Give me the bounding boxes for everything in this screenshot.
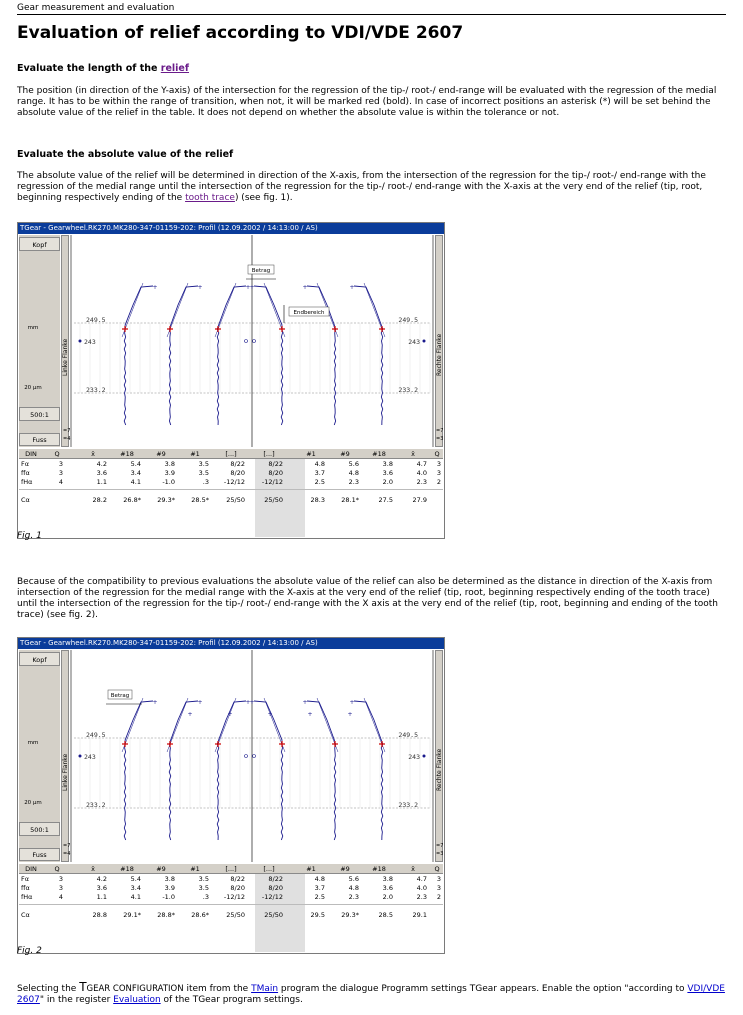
table-cell: 1.1	[96, 893, 107, 901]
svg-text:+: +	[349, 699, 355, 706]
ca-cell: 28.6*	[191, 911, 209, 919]
profile-trace	[122, 283, 158, 425]
profile-trace	[167, 283, 203, 425]
y-mid-right: 243	[408, 753, 420, 761]
row-label: fHα	[21, 478, 33, 486]
table-cell: 3.5	[198, 875, 209, 883]
betrag-label: Betrag	[110, 693, 130, 699]
left-z4: =4	[63, 851, 71, 857]
footer-text-5: of the TGear program settings.	[160, 995, 303, 1005]
table-header-cell: #1	[190, 450, 200, 458]
table-cell: 3.5	[198, 469, 209, 477]
table-cell: 4.2	[96, 460, 107, 468]
svg-text:+: +	[152, 284, 158, 291]
profile-trace	[349, 698, 385, 840]
q-left-cell: 3	[58, 469, 63, 477]
tmain-link[interactable]: TMain	[251, 984, 279, 994]
table-cell: 8/22	[268, 875, 283, 883]
table-header-cell: Q	[434, 865, 440, 873]
svg-text:+: +	[249, 284, 255, 291]
ca-cell: 28.8*	[157, 911, 175, 919]
right-flank-label: Rechte Flanke	[436, 748, 443, 791]
left-flank-strip	[61, 235, 69, 447]
table-cell: 3.8	[164, 460, 175, 468]
q-right-cell: 2	[436, 478, 441, 486]
svg-text:+: +	[245, 699, 251, 706]
table-header-cell: #9	[340, 865, 350, 873]
table-cell: -12/12	[223, 893, 245, 901]
table-cell: -1.0	[162, 893, 175, 901]
para-text-end: ) (see fig. 1).	[234, 193, 293, 203]
svg-text:+: +	[245, 284, 251, 291]
y-bot-right: 233.2	[398, 386, 418, 394]
table-cell: 3.4	[130, 469, 141, 477]
page-title: Evaluation of relief according to VDI/VDE 2607	[17, 23, 464, 43]
table-header-cell: x̄	[411, 865, 415, 873]
ca-cell: 28.5	[378, 911, 393, 919]
table-cell: 8/22	[268, 460, 283, 468]
vdi-link[interactable]: VDI/VDE 2607	[17, 984, 725, 1005]
footer-paragraph	[17, 982, 729, 1006]
row-label: Fα	[21, 460, 30, 468]
y-top-right: 249.5	[398, 316, 418, 324]
table-header-cell: #1	[306, 865, 316, 873]
ca-cell: 29.3*	[157, 496, 175, 504]
row-label: Cα	[21, 496, 30, 504]
fuss-label[interactable]: Fuss	[19, 848, 60, 861]
table-cell: 2.3	[348, 893, 359, 901]
table-header-cell: [...]	[263, 450, 275, 458]
footer-text-4: " in the register	[39, 995, 114, 1005]
fuss-label[interactable]: Fuss	[19, 433, 60, 446]
y-bot-left: 233.2	[86, 801, 106, 809]
heading-text: Evaluate the length of the	[17, 63, 161, 74]
svg-text:+: +	[187, 711, 193, 718]
table-cell: 5.6	[348, 875, 359, 883]
right-z7: =7	[436, 843, 444, 849]
row-label: Cα	[21, 911, 30, 919]
right-flank-strip	[435, 235, 443, 447]
table-cell: 4.0	[416, 469, 427, 477]
para-text: The absolute value of the relief will be determined in direction of the X-axis, from the intersection of the regression for the tip-/ root-/ end-range with the regression of the medial range until the intersection of the regression for the tip-/ root-/ end-range with the X-axis at the very end of the relief (tip, root, beginning respectively ending of the	[17, 171, 706, 203]
q-left-cell: 3	[58, 875, 63, 883]
table-cell: 3.9	[164, 884, 175, 892]
table-cell: 3.6	[382, 884, 393, 892]
y-mid-left: 243	[84, 753, 96, 761]
table-header-cell: Q	[54, 450, 60, 458]
ca-cell: 28.5*	[191, 496, 209, 504]
table-divider	[19, 489, 443, 490]
table-cell: 2.5	[314, 893, 325, 901]
table-cell: 8/20	[268, 884, 283, 892]
endbereich-label: Endbereich	[293, 310, 325, 316]
q-left-cell: 3	[58, 460, 63, 468]
unit-mm: mm	[27, 740, 39, 746]
kopf-label[interactable]: Kopf	[19, 237, 60, 251]
svg-text:+: +	[152, 699, 158, 706]
tooth-trace-link[interactable]: tooth trace	[185, 193, 235, 203]
results-table	[19, 449, 443, 537]
table-cell: 8/22	[230, 460, 245, 468]
para-compatibility: Because of the compatibility to previous evaluations the absolute value of the relief can also be determined as the distance in direction of the X-axis from intersection of the regression for the medial range with the X-axis at the very end of the relief (tip, root, beginning respectively ending of the tooth trace) until the intersection of the regression for the tip-/ root-/ end-range with the X axis at the very end of the relief (tip, root, beginning and ending of the tooth trace) (see fig. 2).	[17, 577, 718, 620]
left-z4: =4	[63, 436, 71, 442]
q-left-cell: 4	[58, 893, 63, 901]
table-cell: 8/20	[230, 469, 245, 477]
table-cell: -1.0	[162, 478, 175, 486]
figure-2	[17, 637, 445, 954]
y-mid-right: 243	[408, 338, 420, 346]
table-divider	[19, 904, 443, 905]
y-top-right: 249.5	[398, 731, 418, 739]
q-left-cell: 3	[58, 884, 63, 892]
svg-text:+: +	[197, 699, 203, 706]
right-flank-strip	[435, 650, 443, 862]
table-cell: 2.0	[382, 893, 393, 901]
table-cell: 3.4	[130, 884, 141, 892]
table-cell: 3.7	[314, 469, 325, 477]
y-top-left: 249.5	[86, 731, 106, 739]
table-cell: 8/22	[230, 875, 245, 883]
left-flank-strip	[61, 650, 69, 862]
ca-cell: 28.8	[92, 911, 107, 919]
table-cell: 5.4	[130, 460, 141, 468]
row-label: fHα	[21, 893, 33, 901]
kopf-label[interactable]: Kopf	[19, 652, 60, 666]
table-cell: 5.6	[348, 460, 359, 468]
ca-cell: 25/50	[264, 911, 283, 919]
figure-2-caption: Fig. 2	[17, 946, 42, 956]
svg-text:+: +	[349, 284, 355, 291]
row-label: Fα	[21, 875, 30, 883]
unit-mm: mm	[27, 325, 39, 331]
right-z3: =3	[436, 851, 444, 857]
table-cell: 4.0	[416, 884, 427, 892]
ca-cell: 25/50	[226, 911, 245, 919]
tgear-initial: T	[79, 980, 87, 994]
profile-trace	[167, 698, 203, 840]
svg-text:+: +	[347, 711, 353, 718]
table-header-cell: Q	[54, 865, 60, 873]
ca-cell: 29.3*	[341, 911, 359, 919]
evaluation-link[interactable]: Evaluation	[113, 995, 161, 1005]
table-cell: .3	[202, 893, 209, 901]
table-cell: 3.6	[96, 884, 107, 892]
svg-text:+: +	[197, 284, 203, 291]
ca-cell: 29.5	[310, 911, 325, 919]
profile-plot	[70, 650, 434, 862]
table-cell: 8/20	[268, 469, 283, 477]
table-cell: 4.8	[348, 884, 359, 892]
ca-cell: 29.1	[412, 911, 427, 919]
ca-cell: 26.8*	[123, 496, 141, 504]
profile-trace	[215, 283, 251, 425]
profile-trace	[215, 698, 251, 840]
svg-text:+: +	[302, 699, 308, 706]
table-header-cell: x̄	[411, 450, 415, 458]
ca-cell: 25/50	[264, 496, 283, 504]
figure-1	[17, 222, 445, 539]
table-cell: 4.7	[416, 460, 427, 468]
table-header-cell: #1	[190, 865, 200, 873]
svg-text:+: +	[267, 711, 273, 718]
table-cell: 4.8	[314, 875, 325, 883]
table-cell: 3.8	[382, 875, 393, 883]
svg-text:+: +	[307, 711, 313, 718]
ca-cell: 28.3	[310, 496, 325, 504]
table-header-cell: #9	[340, 450, 350, 458]
q-right-cell: 3	[436, 875, 441, 883]
q-right-cell: 2	[436, 893, 441, 901]
q-right-cell: 3	[436, 460, 441, 468]
ca-cell: 28.1*	[341, 496, 359, 504]
profile-trace	[122, 698, 158, 840]
y-mid-left: 243	[84, 338, 96, 346]
table-header-cell: #9	[156, 865, 166, 873]
table-header-cell: #18	[372, 450, 386, 458]
profile-trace	[249, 698, 285, 840]
profile-plot	[70, 235, 434, 447]
footer-text: Selecting the	[17, 984, 80, 994]
table-header-cell: x̄	[91, 450, 95, 458]
tgear-rest: GEAR	[86, 984, 111, 994]
table-cell: 3.7	[314, 884, 325, 892]
table-cell: 8/20	[230, 884, 245, 892]
left-z7: =7	[63, 428, 71, 434]
y-bot-left: 233.2	[86, 386, 106, 394]
table-header-cell: #18	[120, 865, 134, 873]
q-right-cell: 3	[436, 469, 441, 477]
table-cell: -12/12	[261, 478, 283, 486]
relief-link[interactable]: relief	[160, 63, 189, 74]
q-left-cell: 4	[58, 478, 63, 486]
results-table	[19, 864, 443, 952]
profile-trace	[302, 283, 338, 425]
table-header-cell: #18	[372, 865, 386, 873]
table-cell: 4.1	[130, 893, 141, 901]
table-header-cell: #1	[306, 450, 316, 458]
table-header-row	[19, 864, 443, 874]
footer-text-2: item from the	[183, 984, 252, 994]
table-cell: 2.0	[382, 478, 393, 486]
table-cell: -12/12	[261, 893, 283, 901]
betrag-label: Betrag	[251, 268, 271, 274]
section-heading-absolute: Evaluate the absolute value of the relief	[17, 149, 234, 160]
table-cell: 2.3	[348, 478, 359, 486]
right-z3: =3	[436, 436, 444, 442]
doc-header: Gear measurement and evaluation	[17, 3, 175, 13]
row-label: ffα	[21, 469, 30, 477]
left-flank-label: Linke Flanke	[62, 753, 69, 791]
table-cell: 2.5	[314, 478, 325, 486]
profile-trace	[302, 698, 338, 840]
table-cell: 4.2	[96, 875, 107, 883]
ca-cell: 27.9	[412, 496, 427, 504]
svg-text:+: +	[249, 699, 255, 706]
right-z7: =7	[436, 428, 444, 434]
table-header-cell: [...]	[225, 865, 237, 873]
window-title: TGear - Gearwheel.RK270.MK280-347-01159-202: Profil (12.09.2002 / 14:13:00 / AS)	[18, 223, 444, 234]
table-header-cell: Q	[434, 450, 440, 458]
table-cell: 4.7	[416, 875, 427, 883]
left-panel	[19, 650, 60, 862]
profile-trace	[249, 283, 285, 425]
ca-cell: 28.2	[92, 496, 107, 504]
svg-text:+: +	[227, 711, 233, 718]
header-rule	[17, 14, 726, 15]
table-header-cell: [...]	[225, 450, 237, 458]
footer-text-3: program the dialogue Programm settings TGear appears. Enable the option "according to	[278, 984, 688, 994]
para-absolute	[17, 171, 729, 204]
left-flank-label: Linke Flanke	[62, 338, 69, 376]
ca-cell: 29.1*	[123, 911, 141, 919]
config-label: CONFIGURATION	[110, 984, 184, 994]
scale-label[interactable]: 500:1	[19, 822, 60, 836]
table-header-cell: #18	[120, 450, 134, 458]
table-cell: 3.5	[198, 460, 209, 468]
profile-plot-svg	[70, 235, 434, 447]
para-length: The position (in direction of the Y-axis) of the intersection for the regression of the tip-/ root-/ end-range will be evaluated with the regression of the medial range. It has to be within the range of transition, when not, it will be marked red (bold). In case of incorrect positions an asterisk (*) will be set behind the absolute value of the relief in the table. It does not depend on whether the absolute value is within the tolerance or not.	[17, 86, 717, 118]
q-right-cell: 3	[436, 884, 441, 892]
scale-label[interactable]: 500:1	[19, 407, 60, 421]
profile-plot-svg	[70, 650, 434, 862]
table-cell: 3.5	[198, 884, 209, 892]
table-cell: 3.8	[164, 875, 175, 883]
table-header-cell: [...]	[263, 865, 275, 873]
window-title: TGear - Gearwheel.RK270.MK280-347-01159-202: Profil (12.09.2002 / 14:13:00 / AS)	[18, 638, 444, 649]
table-header-cell: x̄	[91, 865, 95, 873]
table-header-cell: DIN	[25, 865, 37, 873]
row-label: ffα	[21, 884, 30, 892]
left-z7: =7	[63, 843, 71, 849]
table-cell: 3.8	[382, 460, 393, 468]
table-cell: 3.6	[96, 469, 107, 477]
table-cell: 5.4	[130, 875, 141, 883]
y-bot-right: 233.2	[398, 801, 418, 809]
table-cell: 4.1	[130, 478, 141, 486]
unit-um: 20 μm	[24, 385, 42, 391]
table-header-row	[19, 449, 443, 459]
table-header-cell: #9	[156, 450, 166, 458]
svg-text:+: +	[302, 284, 308, 291]
profile-trace	[349, 283, 385, 425]
ca-cell: 27.5	[378, 496, 393, 504]
table-cell: .3	[202, 478, 209, 486]
table-cell: 4.8	[348, 469, 359, 477]
right-flank-label: Rechte Flanke	[436, 333, 443, 376]
table-cell: -12/12	[223, 478, 245, 486]
table-cell: 1.1	[96, 478, 107, 486]
table-cell: 2.3	[416, 893, 427, 901]
table-cell: 4.8	[314, 460, 325, 468]
table-header-cell: DIN	[25, 450, 37, 458]
unit-um: 20 μm	[24, 800, 42, 806]
figure-1-caption: Fig. 1	[17, 531, 42, 541]
ca-cell: 25/50	[226, 496, 245, 504]
table-cell: 3.6	[382, 469, 393, 477]
table-cell: 3.9	[164, 469, 175, 477]
left-panel	[19, 235, 60, 447]
section-heading-length	[17, 63, 189, 74]
table-cell: 2.3	[416, 478, 427, 486]
y-top-left: 249.5	[86, 316, 106, 324]
